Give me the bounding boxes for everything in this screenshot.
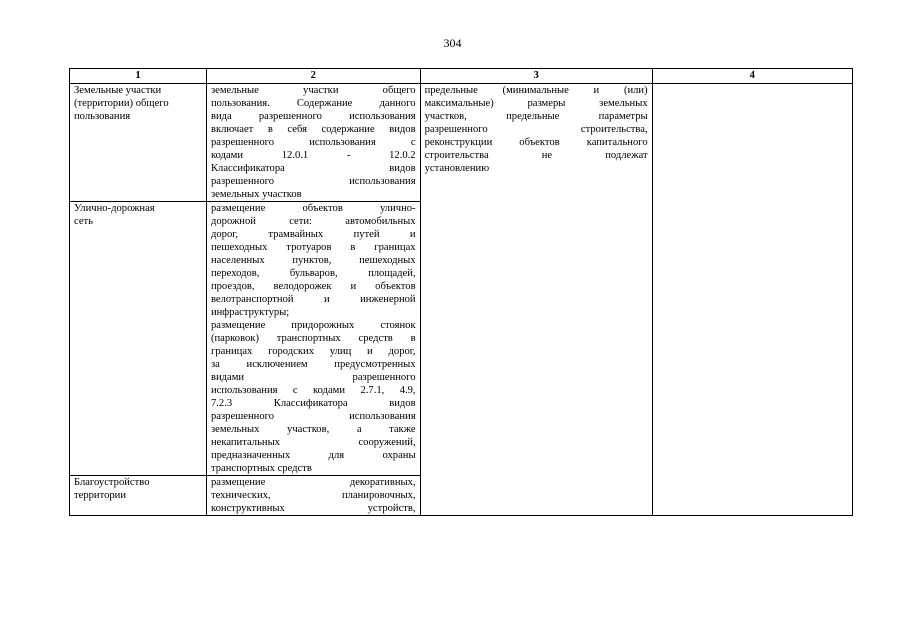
- row-3-name-line: Благоустройство: [74, 477, 150, 488]
- row-2-name-line: Улично-дорожная: [74, 203, 155, 214]
- row-2-name-cell: [70, 202, 207, 476]
- row-2-desc-line: использования с кодами 2.7.1, 4.9,: [210, 385, 416, 396]
- row-2-name-line: сеть: [74, 216, 93, 227]
- row-3-desc-line: конструктивных устройств,: [210, 503, 416, 514]
- row-2-desc-line: (парковок) транспортных средств в: [210, 333, 416, 344]
- row-1-desc-line: разрешенного использования: [210, 176, 416, 187]
- row-2-desc-line: некапитальных сооружений,: [210, 437, 416, 448]
- header-col-3: 3: [420, 69, 652, 84]
- column-4-cell: [652, 84, 852, 516]
- row-1-desc-line: кодами 12.0.1 - 12.0.2: [210, 150, 416, 161]
- row-2-desc-line: переходов, бульваров, площадей,: [210, 268, 416, 279]
- parameters-line: реконструкции объектов капитального: [424, 137, 648, 148]
- parameters-line: строительства не подлежат: [424, 150, 648, 161]
- row-2-desc-line: 7.2.3 Классификатора видов: [210, 398, 416, 409]
- header-col-4: 4: [652, 69, 852, 84]
- parameters-line: установлению: [424, 163, 490, 174]
- row-2-desc-line: разрешенного использования: [210, 411, 416, 422]
- parameters-line: предельные (минимальные и (или): [424, 85, 648, 96]
- row-2-desc-line: транспортных средств: [210, 463, 312, 474]
- row-1-description-cell: [206, 84, 420, 202]
- row-1-desc-line: пользования. Содержание данного: [210, 98, 416, 109]
- page-number: 304: [443, 36, 462, 50]
- row-1-desc-line: Классификатора видов: [210, 163, 416, 174]
- row-2-desc-line: дорог, трамвайных путей и: [210, 229, 416, 240]
- row-2-desc-line: предназначенных для охраны: [210, 450, 416, 461]
- row-2-desc-line: границах городских улиц и дорог,: [210, 346, 416, 357]
- row-1-name-line: Земельные участки: [74, 85, 162, 96]
- row-2-desc-line: размещение объектов улично-: [210, 203, 416, 214]
- row-2-desc-line: дорожной сети: автомобильных: [210, 216, 416, 227]
- row-3-desc-line: технических, планировочных,: [210, 490, 416, 501]
- row-1-desc-line: включает в себя содержание видов: [210, 124, 416, 135]
- row-2-desc-line: велотранспортной и инженерной: [210, 294, 416, 305]
- table-header-row: [70, 69, 853, 84]
- header-col-2: 2: [206, 69, 420, 84]
- row-3-name-line: территории: [74, 490, 127, 501]
- row-2-desc-line: пешеходных тротуаров в границах: [210, 242, 416, 253]
- land-use-table: [69, 68, 853, 516]
- row-1-name-cell: [70, 84, 207, 202]
- row-3-desc-line: размещение декоративных,: [210, 477, 416, 488]
- row-3-name-cell: [70, 476, 207, 516]
- row-2-desc-line: за исключением предусмотренных: [210, 359, 416, 370]
- row-2-desc-line: видами разрешенного: [210, 372, 416, 383]
- row-1-desc-line: разрешенного использования с: [210, 137, 416, 148]
- row-1-name-line: пользования: [74, 111, 131, 122]
- row-1-desc-line: земельные участки общего: [210, 85, 416, 96]
- parameters-line: максимальные) размеры земельных: [424, 98, 648, 109]
- row-2-desc-line: населенных пунктов, пешеходных: [210, 255, 416, 266]
- table-row: [70, 84, 853, 202]
- row-2-desc-line: проездов, велодорожек и объектов: [210, 281, 416, 292]
- row-3-description-cell: [206, 476, 420, 516]
- row-2-description-cell: [206, 202, 420, 476]
- row-1-desc-line: вида разрешенного использования: [210, 111, 416, 122]
- header-col-1: 1: [70, 69, 207, 84]
- parameters-cell: [420, 84, 652, 516]
- row-2-desc-line: инфраструктуры;: [210, 307, 290, 318]
- row-1-name-line: (территории) общего: [74, 98, 169, 109]
- row-2-desc-line: земельных участков, а также: [210, 424, 416, 435]
- parameters-line: разрешенного строительства,: [424, 124, 648, 135]
- row-2-desc-line: размещение придорожных стоянок: [210, 320, 416, 331]
- parameters-line: участков, предельные параметры: [424, 111, 648, 122]
- row-1-desc-line: земельных участков: [210, 189, 302, 200]
